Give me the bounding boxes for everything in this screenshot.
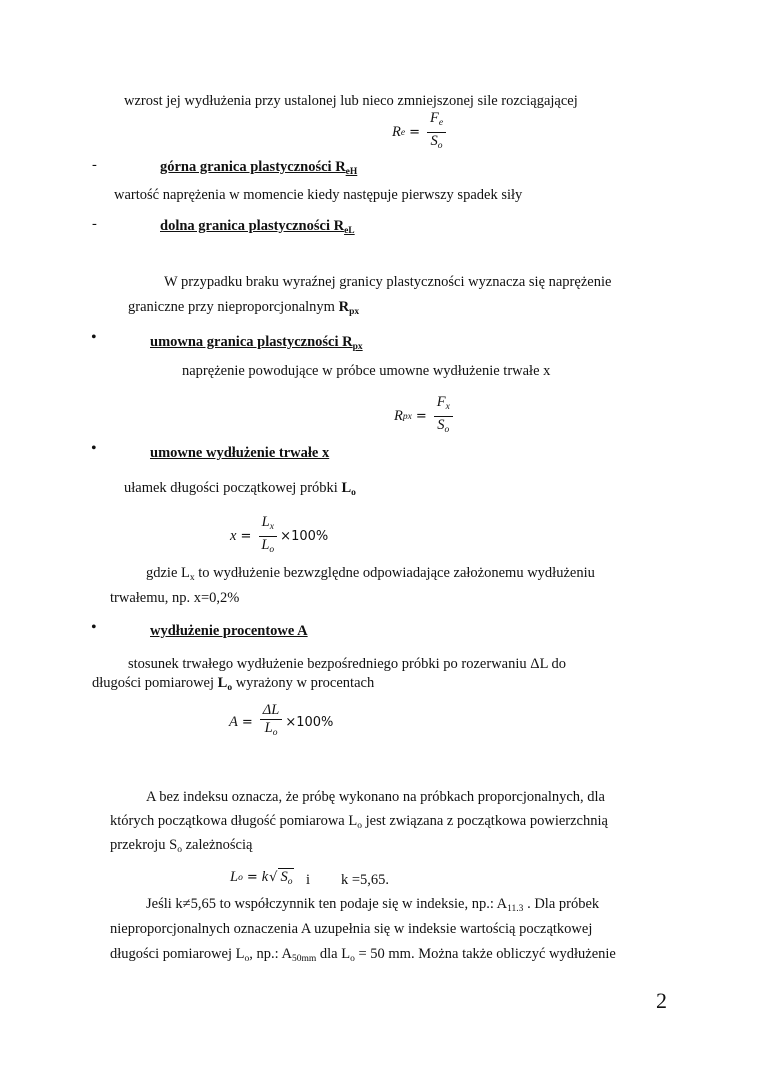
- formula-x: x = $\frac{L_x}{L_o}$ ×100%: [230, 514, 329, 555]
- text-line-1: wzrost jej wydłużenia przy ustalonej lub nieco zmniejszonej sile rozciągającej: [124, 93, 578, 109]
- paragraph-3b: długości pomiarowej $L_o$ wyrażony w procentach: [92, 675, 375, 693]
- heading-umowna-granica: umowna granica plastyczności $R_{px}$: [150, 334, 363, 352]
- paragraph-4a: A bez indeksu oznacza, że próbę wykonano na próbkach proporcjonalnych, dla: [146, 789, 605, 805]
- page-number: 2: [656, 988, 667, 1013]
- formula-a: A = $\frac{\Delta L}{L_o}$ ×100%: [229, 702, 334, 738]
- bullet-icon: •: [91, 619, 97, 636]
- paragraph-5b: nieproporcjonalnych oznaczenia A uzupełnia się w indeksie wartością początkowej: [110, 921, 593, 937]
- heading-gorna-granica: górna granica plastyczności $R_{eH}$: [160, 159, 358, 177]
- heading-dolna-granica: dolna granica plastyczności $R_{eL}$: [160, 218, 355, 236]
- paragraph-2b: trwałemu, np. x=0,2%: [110, 590, 240, 606]
- paragraph-2a: gdzie $L_x$ to wydłużenie bezwzględne odpowiadające założonemu wydłużeniu: [146, 565, 595, 583]
- paragraph-5a: Jeśli k≠5,65 to współczynnik ten podaje się w indeksie, np.: $A_{11.3}$ . Dla próbek: [146, 896, 600, 914]
- formula-lo: L o = k √ $S_o$: [230, 869, 293, 887]
- paragraph-3a: stosunek trwałego wydłużenie bezpośredniego próbki po rozerwaniu ΔL do: [128, 656, 567, 672]
- paragraph-1a: W przypadku braku wyraźnej granicy plastyczności wyznacza się naprężenie: [164, 274, 612, 290]
- paragraph-1b: graniczne przy nieproporcjonalnym $R_{px}$: [128, 299, 360, 317]
- formula-re: R e = $\frac{F_e}{S_o}$: [392, 110, 449, 155]
- text-line-3: naprężenie powodujące w próbce umowne wydłużenie trwałe x: [182, 363, 551, 379]
- paragraph-4b: których początkowa długość pomiarowa $L_o$ jest związana z początkowa powierzchnią: [110, 813, 608, 831]
- paragraph-5c: długości pomiarowej $L_o$, np.: $A_{50mm}$ dla $L_o = 50$ mm. Można także obliczyć wydłużenie: [110, 946, 616, 964]
- text-line-2: wartość naprężenia w momencie kiedy następuje pierwszy spadek siły: [114, 187, 523, 203]
- list-dash: -: [92, 216, 97, 232]
- text-line-4: ułamek długości początkowej próbki $L_o$: [124, 480, 356, 498]
- text-k-value: k =5,65.: [341, 872, 390, 888]
- list-dash: -: [92, 157, 97, 173]
- formula-rpx: R px = $\frac{F_x}{S_o}$: [394, 394, 456, 439]
- bullet-icon: •: [91, 440, 97, 457]
- paragraph-4c: przekroju $S_o$ zależnością: [110, 837, 253, 855]
- heading-umowne-wydluzenie: umowne wydłużenie trwałe x: [150, 445, 330, 461]
- heading-wydluzenie-procentowe: wydłużenie procentowe A: [150, 623, 308, 639]
- bullet-icon: •: [91, 329, 97, 346]
- text-i: i: [306, 872, 311, 888]
